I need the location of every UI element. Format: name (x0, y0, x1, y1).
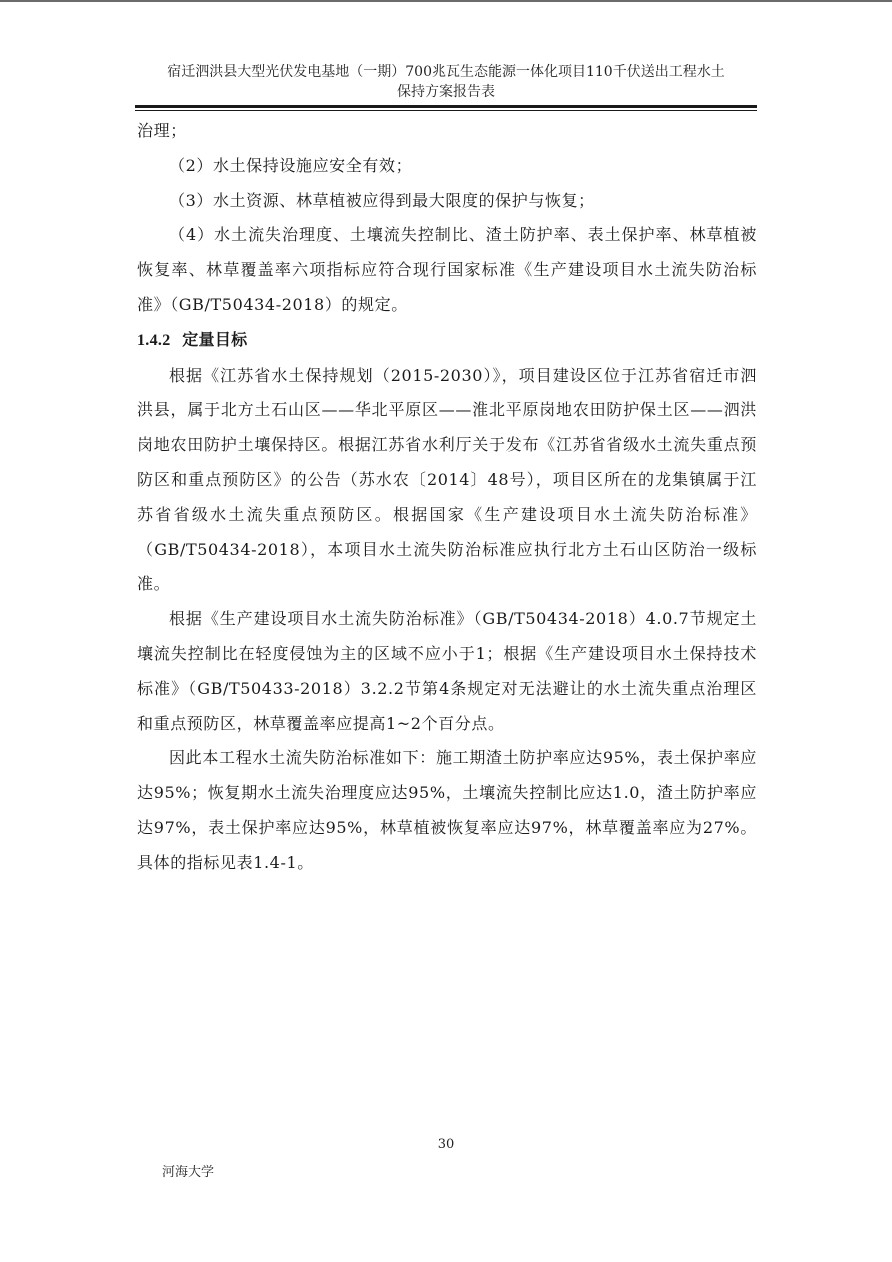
paragraph-targets: 因此本工程水土流失防治标准如下：施工期渣土防护率应达95%，表土保护率应达95%；恢复期水土流失治理度应达95%，土壤流失控制比应达1.0，渣土防护率应达97%，表土保护率应达95%，林草植被恢复率应达97%，林草覆盖率应为27%。具体的指标见表1.4-1。 (137, 748, 757, 872)
paragraph-planning-basis: 根据《江苏省水土保持规划（2015-2030）》，项目建设区位于江苏省宿迁市泗洪县，属于北方土石山区——华北平原区——淮北平原岗地农田防护保土区——泗洪岗地农田防护土壤保持区。根据江苏省水利厅关于发布《江苏省省级水土流失重点预防区和重点预防区》的公告（苏水农〔2014〕48号），项目区所在的龙集镇属于江苏省省级水土流失重点预防区。根据国家《生产建设项目水土流失防治标准》（GB/T50434-2018），本项目水土流失防治标准应执行北方土石山区防治一级标准。 (137, 365, 757, 594)
header-title-line-1: 宿迁泗洪县大型光伏发电基地（一期）700兆瓦生态能源一体化项目110千伏送出工程水土 (167, 64, 725, 80)
list-item-4: （4）水土流失治理度、土壤流失控制比、渣土防护率、表土保护率、林草植被恢复率、林草覆盖率六项指标应符合现行国家标准《生产建设项目水土流失防治标准》（GB/T50434-2018）的规定。 (137, 225, 757, 314)
list-item-2: （2）水土保持设施应安全有效； (169, 155, 413, 175)
footer-organization: 河海大学 (162, 1165, 215, 1180)
header-title-line-2: 保持方案报告表 (397, 84, 495, 100)
list-item-3: （3）水土资源、林草植被应得到最大限度的保护与恢复； (169, 190, 595, 210)
document-header (135, 62, 757, 102)
document-body (137, 114, 757, 881)
page-number: 30 (437, 1137, 455, 1152)
top-border-line (0, 0, 892, 2)
paragraph-continuation: 治理； (137, 121, 187, 140)
paragraph-standard-basis: 根据《生产建设项目水土流失防治标准》（GB/T50434-2018）4.0.7节规定土壤流失控制比在轻度侵蚀为主的区域不应小于1；根据《生产建设项目水土保持技术标准》（GB/T50433-2018）3.2.2节第4条规定对无法避让的水土流失重点治理区和重点预防区，林草覆盖率应提高1~2个百分点。 (137, 609, 757, 733)
header-rule-thick (135, 105, 757, 108)
header-rule-thin (135, 110, 757, 111)
section-heading (137, 323, 757, 359)
section-number: 1.4.2 (137, 331, 171, 349)
section-title: 定量目标 (182, 329, 248, 349)
